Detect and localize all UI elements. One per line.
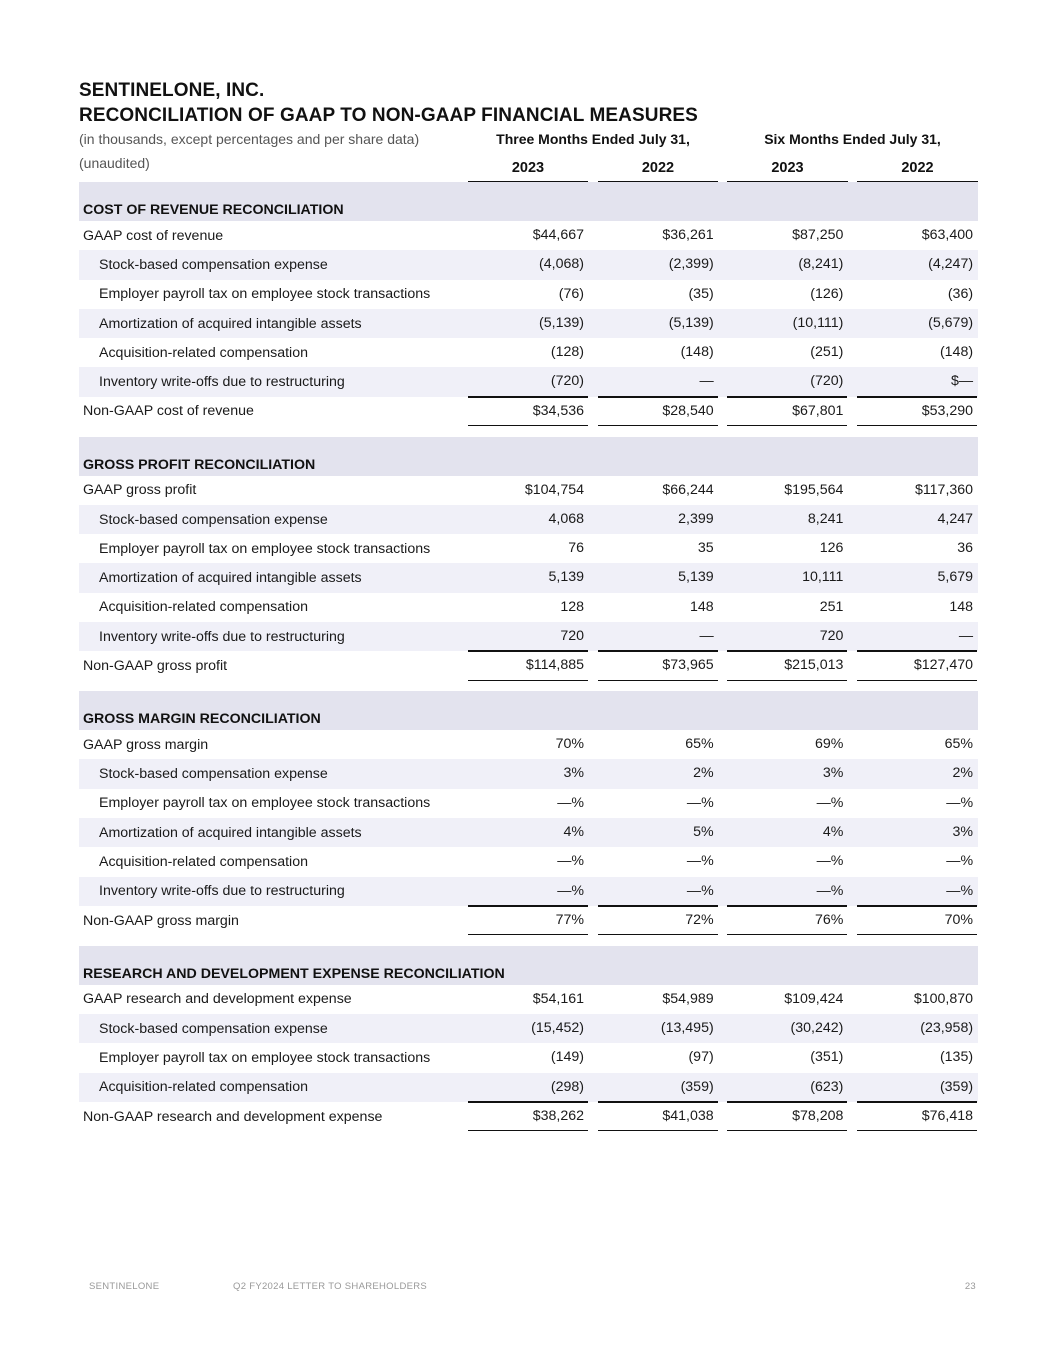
table-row [79,759,978,788]
value-cell: $44,667 [532,227,584,243]
value-cell: 5,139 [678,569,714,586]
value-cell: (2,399) [668,256,714,273]
value-cell: 2% [693,765,714,782]
value-cell: $117,360 [914,481,974,498]
value-cell: (148) [680,344,714,361]
page-title: RECONCILIATION OF GAAP TO NON-GAAP FINANCIAL MEASURES [79,105,698,126]
section-header [79,437,978,476]
value-cell: $36,261 [662,227,714,243]
value-cell: 35 [697,540,714,557]
total-row [79,651,978,680]
value-cell: —% [946,794,974,811]
value-cell: 720 [468,622,588,651]
row-label: Employer payroll tax on employee stock transactions [99,795,431,812]
value-cell: 126 [819,540,844,557]
total-values [468,1102,977,1131]
value-cell: —% [686,794,714,811]
value-cell: (10,111) [792,314,844,331]
value-cell: 2% [952,765,974,782]
row-label: Inventory write-offs due to restructuring [99,883,345,900]
value-cell: 65% [685,736,714,753]
value-cell: (298) [468,1073,588,1102]
value-cell: (36) [947,285,974,302]
page-number: 23 [964,1281,976,1292]
value-cell: $100,870 [913,990,974,1007]
row-values [468,847,977,876]
value-cell: 251 [819,598,844,615]
total-label: Non-GAAP gross margin [83,912,239,929]
section-header [79,946,978,985]
row-label: Employer payroll tax on employee stock transactions [99,540,431,557]
value-cell: 148 [949,598,974,615]
value-cell: 4% [822,824,844,841]
total-value-cell: $73,965 [598,651,718,680]
row-values [468,1073,977,1102]
value-cell: 4,068 [548,510,584,527]
row-label: Acquisition-related compensation [99,344,308,361]
value-cell: $66,244 [662,481,714,498]
value-cell: $87,250 [792,227,844,243]
value-cell: (13,495) [660,1020,714,1037]
row-label: Acquisition-related compensation [99,599,308,616]
table-row [79,563,978,592]
total-value-cell: $127,470 [857,651,977,680]
total-value-cell: $114,885 [468,651,588,680]
row-values [468,534,977,563]
period-three-months: Three Months Ended July 31, [496,131,690,147]
value-cell: —% [816,853,844,870]
value-cell: (135) [939,1049,974,1066]
table-row [79,818,978,847]
footer-brand: SENTINELONE [89,1281,160,1292]
row-values [468,563,977,592]
value-cell: $54,161 [532,990,584,1007]
audit-note: (unaudited) [79,155,150,171]
value-cell: 2,399 [678,510,714,527]
total-value-cell: $34,536 [468,397,588,426]
value-cell: 70% [555,736,584,753]
value-cell: (126) [810,285,844,302]
row-values [468,759,977,788]
value-cell: (5,679) [928,314,974,331]
row-label: Acquisition-related compensation [99,1079,308,1096]
row-values [468,250,977,279]
row-label: GAAP gross profit [83,482,197,499]
period-six-months: Six Months Ended July 31, [764,131,941,147]
total-value-cell: $215,013 [727,651,847,680]
value-cell: 5% [693,824,714,841]
value-cell: 720 [727,622,847,651]
value-cell: 36 [957,540,974,557]
value-cell: (148) [939,344,974,361]
value-cell: 5,139 [548,569,584,586]
value-cell: 148 [690,598,714,615]
value-cell: (30,242) [790,1020,844,1037]
value-cell: —% [557,794,584,811]
year-header-4: 2022 [857,160,978,182]
total-values [468,906,977,935]
total-value-cell: $67,801 [727,397,847,426]
row-values [468,338,977,367]
table-row [79,1043,978,1072]
total-value-cell: $41,038 [598,1102,718,1131]
total-label: Non-GAAP research and development expense [83,1108,383,1125]
row-values [468,593,977,622]
total-row [79,1102,978,1131]
row-values [468,367,977,396]
table-row [79,250,978,279]
table-row [79,593,978,622]
table-row [79,1073,978,1102]
value-cell: — [857,622,977,651]
table-row [79,1014,978,1043]
total-value-cell: $38,262 [468,1102,588,1131]
value-cell: (15,452) [531,1020,584,1037]
value-cell: $109,424 [784,990,844,1007]
value-cell: — [598,367,718,396]
row-values [468,877,977,906]
value-cell: 128 [560,598,584,615]
row-label: Amortization of acquired intangible assets [99,570,362,587]
section-title: GROSS MARGIN RECONCILIATION [83,711,321,728]
company-name: SENTINELONE, INC. [79,80,265,101]
footer-document: Q2 FY2024 LETTER TO SHAREHOLDERS [233,1281,428,1292]
row-values [468,221,977,250]
value-cell: (5,139) [668,314,714,331]
value-cell: (359) [857,1073,977,1102]
total-value-cell: 70% [857,906,977,935]
row-values [468,476,977,505]
row-label: Inventory write-offs due to restructuring [99,374,345,391]
table-row [79,476,978,505]
section-spacer [79,681,978,692]
row-label: Employer payroll tax on employee stock transactions [99,286,431,303]
row-label: GAAP gross margin [83,736,209,753]
total-row [79,906,978,935]
total-label: Non-GAAP gross profit [83,658,228,674]
value-cell: (720) [468,367,588,396]
value-cell: 4,247 [937,510,974,527]
row-label: Employer payroll tax on employee stock transactions [99,1049,431,1066]
row-label: Stock-based compensation expense [99,766,328,783]
value-cell: —% [727,877,847,906]
value-cell: —% [686,853,714,870]
value-cell: 10,111 [802,569,844,586]
value-cell: (5,139) [539,314,584,331]
value-cell: —% [598,877,718,906]
value-cell: (251) [810,344,844,361]
total-value-cell: $28,540 [598,397,718,426]
row-values [468,818,977,847]
table-row [79,985,978,1014]
row-values [468,309,977,338]
row-label: Acquisition-related compensation [99,853,308,870]
row-label: Amortization of acquired intangible assets [99,824,362,841]
total-value-cell: $78,208 [727,1102,847,1131]
table-row [79,622,978,651]
row-values [468,280,977,309]
table-row [79,367,978,396]
table-row [79,877,978,906]
value-cell: (4,247) [928,256,974,273]
value-cell: (76) [558,285,584,302]
section-title: COST OF REVENUE RECONCILIATION [83,202,344,218]
value-cell: 3% [822,765,844,782]
value-cell: 3% [952,824,974,841]
total-label: Non-GAAP cost of revenue [83,403,254,420]
value-cell: (35) [688,285,714,302]
row-label: Inventory write-offs due to restructuring [99,628,345,645]
section-spacer [79,426,978,437]
total-value-cell: $76,418 [857,1102,977,1131]
total-value-cell: 72% [598,906,718,935]
value-cell: (4,068) [539,256,584,273]
table-row [79,280,978,309]
value-cell: (149) [550,1049,584,1066]
total-value-cell: $53,290 [857,397,977,426]
value-cell: 4% [563,824,584,841]
section-title: GROSS PROFIT RECONCILIATION [83,456,316,473]
reconciliation-table [79,182,978,1131]
value-cell: (8,241) [798,256,844,273]
value-cell: $195,564 [784,481,844,498]
value-cell: $54,989 [662,990,714,1007]
value-cell: (351) [810,1049,844,1066]
value-cell: (623) [727,1073,847,1102]
value-cell: 65% [944,736,974,753]
total-value-cell: 77% [468,906,588,935]
year-header-3: 2023 [727,160,848,182]
value-cell: —% [816,794,844,811]
year-header-2: 2022 [598,160,718,182]
table-row [79,730,978,759]
section-header [79,182,978,221]
total-values [468,651,977,680]
row-values [468,1043,977,1072]
value-cell: (359) [598,1073,718,1102]
table-row [79,534,978,563]
row-values [468,1014,977,1043]
value-cell: 3% [563,765,584,782]
value-cell: —% [557,853,584,870]
year-header-1: 2023 [468,160,588,182]
section-spacer [79,935,978,946]
row-values [468,505,977,534]
value-cell: (128) [550,344,584,361]
row-label: GAAP cost of revenue [83,227,224,244]
value-cell: $— [857,367,977,396]
row-label: Stock-based compensation expense [99,1020,328,1037]
value-cell: (720) [727,367,847,396]
value-cell: 69% [814,736,844,753]
row-values [468,985,977,1014]
row-values [468,789,977,818]
value-cell: —% [468,877,588,906]
value-cell: (97) [688,1049,714,1066]
value-cell: —% [857,877,977,906]
section-header [79,691,978,730]
value-cell: 8,241 [807,510,844,527]
table-row [79,505,978,534]
row-values [468,730,977,759]
value-cell: (23,958) [920,1020,974,1037]
total-values [468,397,977,426]
table-row [79,338,978,367]
value-cell: 76 [568,540,584,557]
row-label: GAAP research and development expense [83,991,352,1008]
table-row [79,789,978,818]
total-value-cell: 76% [727,906,847,935]
section-title: RESEARCH AND DEVELOPMENT EXPENSE RECONCILIATION [83,965,505,982]
value-cell: $63,400 [921,227,974,243]
table-row [79,221,978,250]
row-values [468,622,977,651]
value-cell: 5,679 [937,569,974,586]
row-label: Stock-based compensation expense [99,256,328,273]
row-label: Amortization of acquired intangible assets [99,315,362,332]
value-cell: $104,754 [524,481,584,498]
total-row [79,397,978,426]
value-cell: — [598,622,718,651]
table-row [79,309,978,338]
units-note: (in thousands, except percentages and per share data) [79,131,420,147]
row-label: Stock-based compensation expense [99,511,328,528]
table-row [79,847,978,876]
value-cell: —% [946,853,974,870]
